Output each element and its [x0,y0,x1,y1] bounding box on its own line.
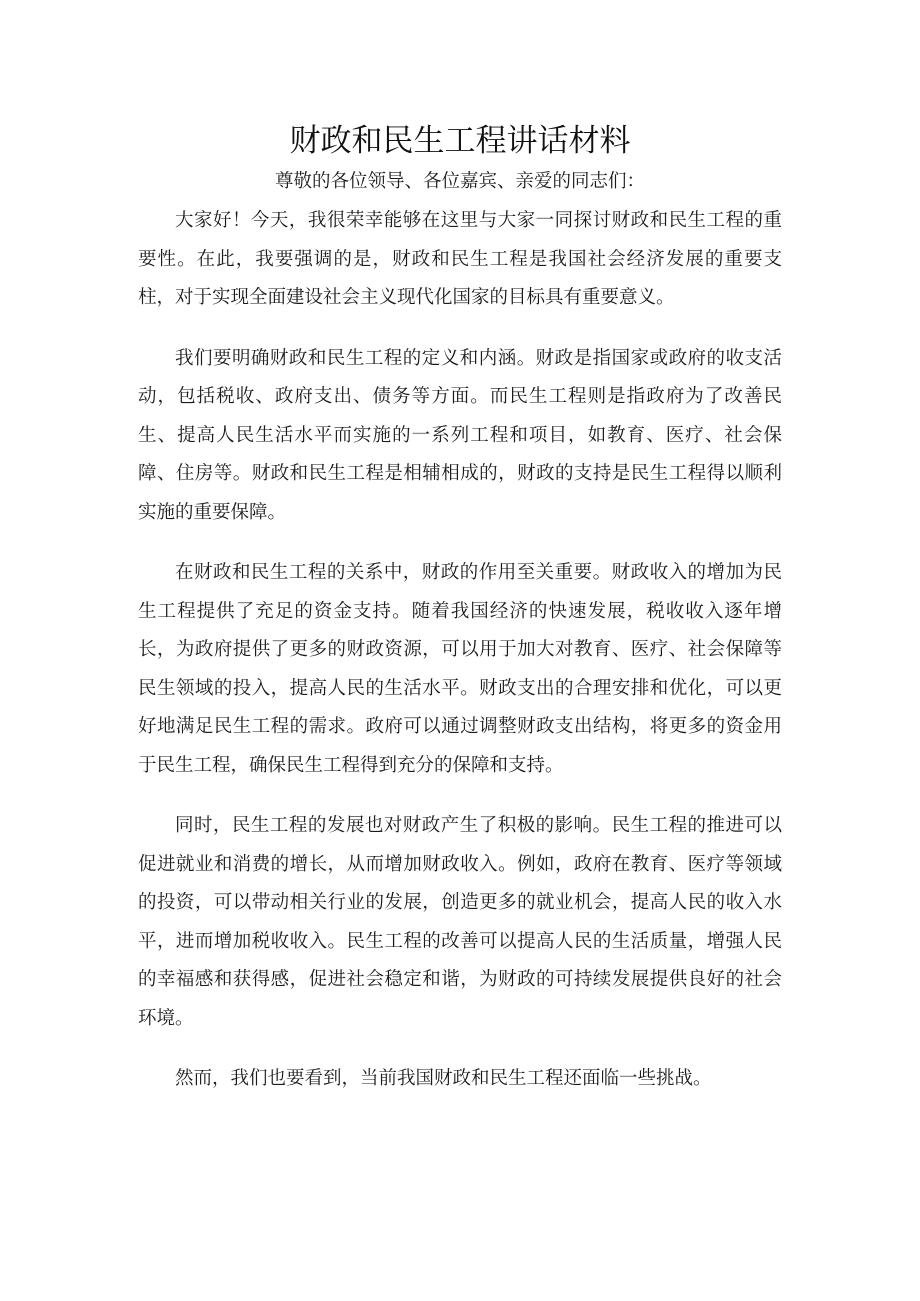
paragraph-2: 我们要明确财政和民生工程的定义和内涵。财政是指国家或政府的收支活动，包括税收、政府支出、债务等方面。而民生工程则是指政府为了改善民生、提高人民生活水平而实施的一系列工程和项目，如教育、医疗、社会保障、住房等。财政和民生工程是相辅相成的，财政的支持是民生工程得以顺利实施的重要保障。 [138,347,782,523]
salutation: 尊敬的各位领导、各位嘉宾、亲爱的同志们： [274,171,645,192]
document-title: 财政和民生工程讲话材料 [289,123,631,159]
paragraph-3: 在财政和民生工程的关系中，财政的作用至关重要。财政收入的增加为民生工程提供了充足的资金支持。随着我国经济的快速发展，税收收入逐年增长，为政府提供了更多的财政资源，可以用于加大对教育、医疗、社会保障等民生领域的投入，提高人民的生活水平。财政支出的合理安排和优化，可以更好地满足民生工程的需求。政府可以通过调整财政支出结构，将更多的资金用于民生工程，确保民生工程得到充分的保障和支持。 [138,562,782,776]
paragraph-5: 然而，我们也要看到，当前我国财政和民生工程还面临一些挑战。 [175,1068,712,1089]
paragraph-1: 大家好！今天，我很荣幸能够在这里与大家一同探讨财政和民生工程的重要性。在此，我要强调的是，财政和民生工程是我国社会经济发展的重要支柱，对于实现全面建设社会主义现代化国家的目标具有重要意义。 [138,210,782,308]
document-body [138,202,782,1121]
paragraph-4: 同时，民生工程的发展也对财政产生了积极的影响。民生工程的推进可以促进就业和消费的增长，从而增加财政收入。例如，政府在教育、医疗等领域的投资，可以带动相关行业的发展，创造更多的就业机会，提高人民的收入水平，进而增加税收收入。民生工程的改善可以提高人民的生活质量，增强人民的幸福感和获得感，促进社会稳定和谐，为财政的可持续发展提供良好的社会环境。 [138,815,782,1029]
